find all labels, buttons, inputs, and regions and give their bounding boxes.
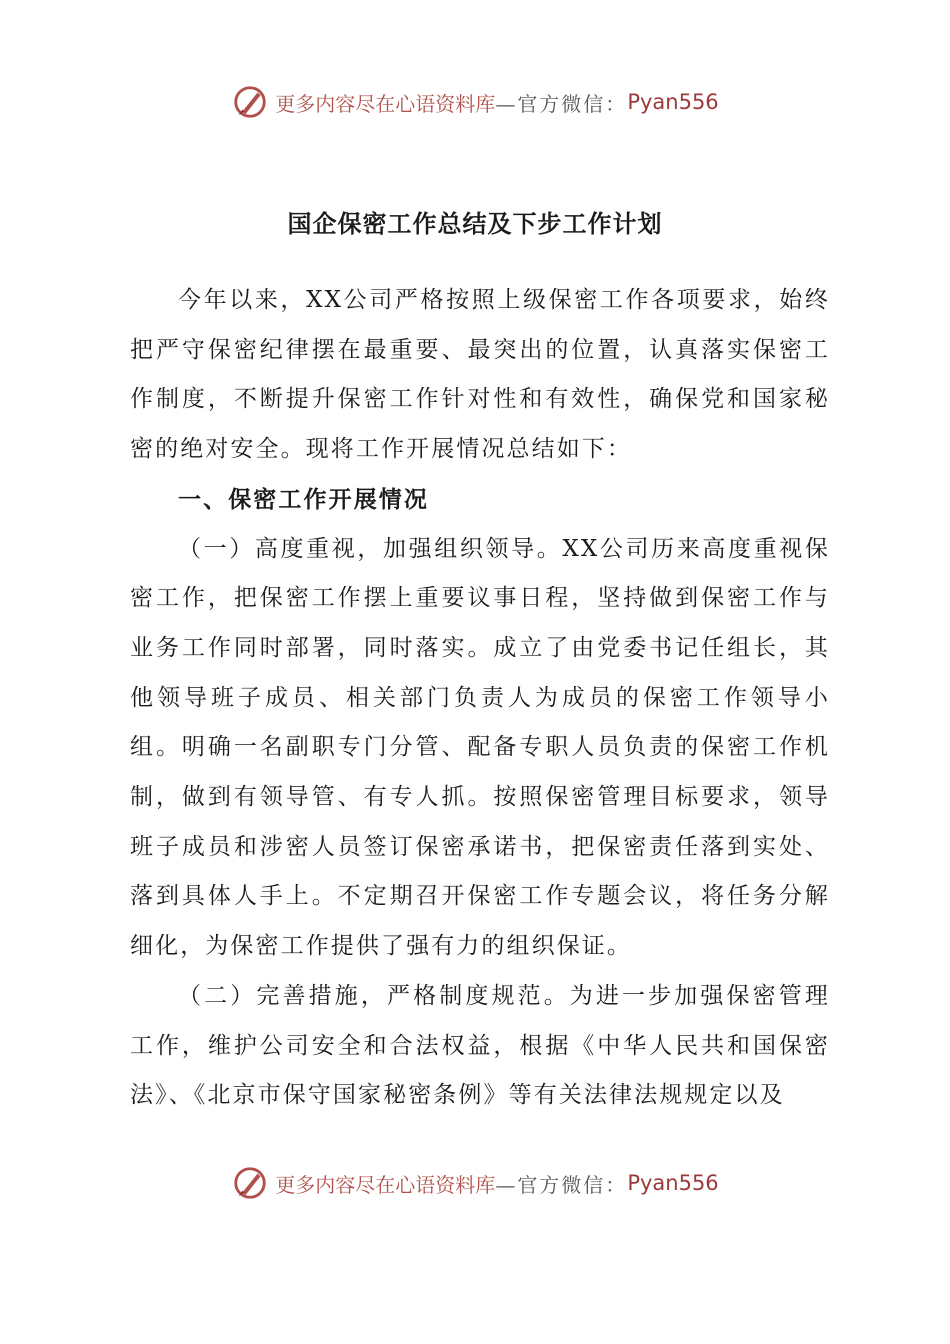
pen-logo-icon bbox=[231, 83, 269, 121]
footer-banner bbox=[0, 1163, 950, 1203]
banner-wechat-label: —官方微信： bbox=[495, 91, 628, 116]
paragraph-measures: （二）完善措施，严格制度规范。为进一步加强保密管理工作，维护公司安全和合法权益，根据《中华人民共和国保密法》、《北京市保守国家秘密条例》等有关法律法规规定以及 bbox=[130, 982, 830, 1109]
pen-logo-icon bbox=[231, 1164, 269, 1202]
document-title: 国企保密工作总结及下步工作计划 bbox=[287, 209, 663, 238]
intro-paragraph: 今年以来，XX公司严格按照上级保密工作各项要求，始终把严守保密纪律摆在最重要、最突出的位置，认真落实保密工作制度，不断提升保密工作针对性和有效性，确保党和国家秘密的绝对安全。现将工作开展情况总结如下： bbox=[130, 287, 830, 463]
banner-wechat-id: Pyan556 bbox=[627, 1171, 719, 1195]
banner-brand-text: 更多内容尽在心语资料库 bbox=[275, 1172, 496, 1197]
banner-wechat-label: —官方微信： bbox=[495, 1172, 628, 1197]
document-body bbox=[130, 276, 830, 1121]
section-heading: 一、保密工作开展情况 bbox=[178, 485, 429, 513]
header-banner bbox=[0, 82, 950, 122]
banner-wechat-id: Pyan556 bbox=[627, 90, 719, 114]
banner-brand-text: 更多内容尽在心语资料库 bbox=[275, 91, 496, 116]
paragraph-organization: （一）高度重视，加强组织领导。XX公司历来高度重视保密工作，把保密工作摆上重要议事日程，坚持做到保密工作与业务工作同时部署，同时落实。成立了由党委书记任组长，其他领导班子成员、相关部门负责人为成员的保密工作领导小组。明确一名副职专门分管、配备专职人员负责的保密工作机制，做到有领导管、有专人抓。按照保密管理目标要求，领导班子成员和涉密人员签订保密承诺书，把保密责任落到实处、落到具体人手上。不定期召开保密工作专题会议，将任务分解细化，为保密工作提供了强有力的组织保证。 bbox=[130, 535, 830, 960]
